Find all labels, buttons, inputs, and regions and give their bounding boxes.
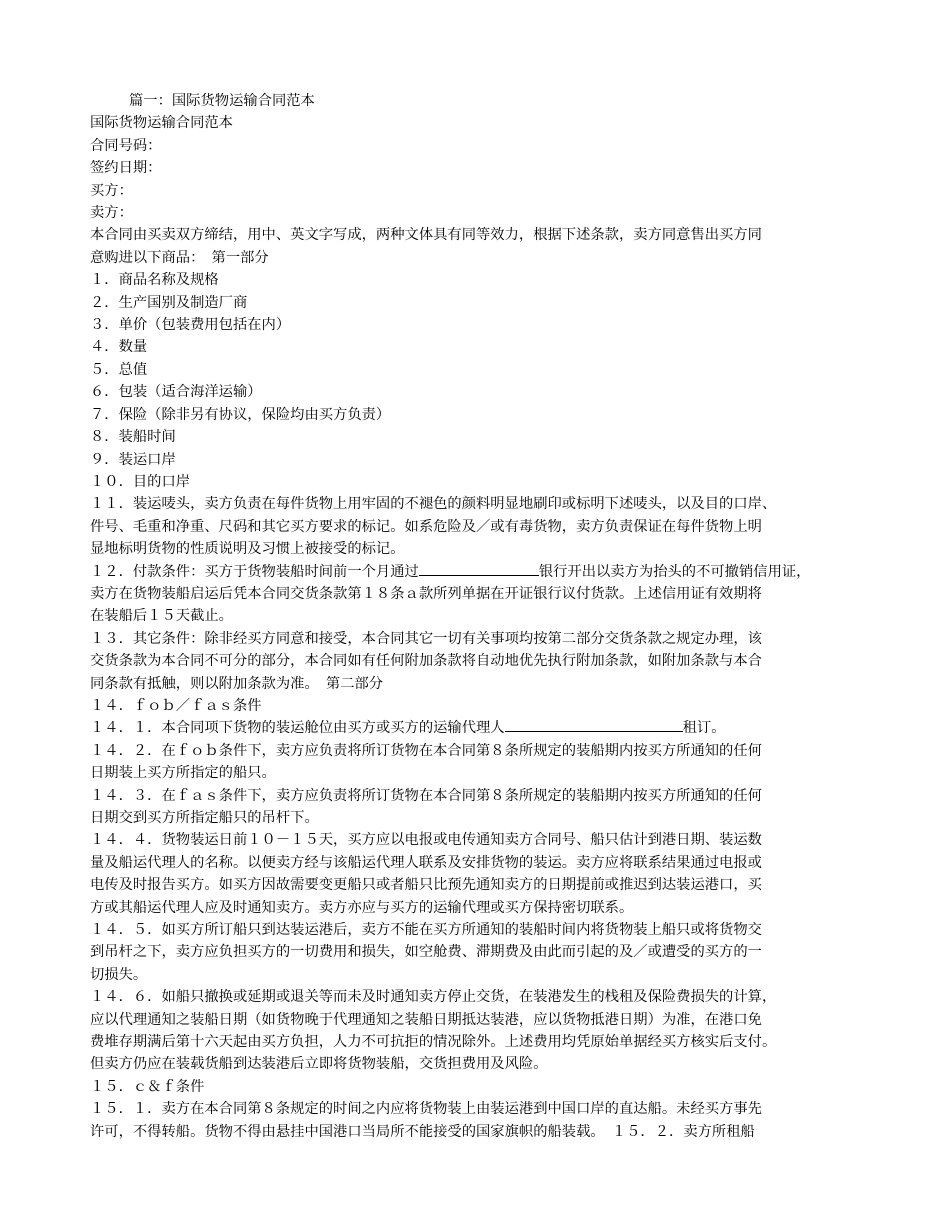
body-line: １４．２．在ｆｏｂ条件下，卖方应负责将所订货物在本合同第８条所规定的装船期内按买方所通知的任何 (90, 742, 762, 759)
clause-11-line: 显地标明货物的性质说明及习惯上被接受的标记。 (90, 541, 405, 558)
clause-item: ７．保险（除非另有协议，保险均由买方负责） (90, 406, 391, 423)
bank-name-blank (419, 561, 539, 576)
body-line: １５．１．卖方在本合同第８条规定的时间之内应将货物装上由装运港到中国口岸的直达船。未经买方事先 (90, 1101, 762, 1118)
document-title: 国际货物运输合同范本 (90, 115, 233, 132)
clause-item: １０．目的口岸 (90, 473, 191, 490)
body-line: １４．３．在ｆａｓ条件下，卖方应负责将所订货物在本合同第８条所规定的装船期内按买方所通知的任何 (90, 787, 762, 804)
clause-15-title: １５．ｃ＆ｆ条件 (90, 1078, 205, 1095)
clause-item: ５．总值 (90, 361, 148, 378)
agent-name-blank (505, 717, 683, 732)
clause-14-1-text-after-blank: 租订。 (682, 720, 726, 737)
clause-11-line: 件号、毛重和净重、尺码和其它买方要求的标记。如系危险及／或有毒货物，卖方负责保证在每件货物上明 (90, 518, 762, 535)
clause-item: ６．包装（适合海洋运输） (90, 384, 262, 401)
clause-12-text-after-blank: 银行开出以卖方为抬头的不可撤销信用证， (538, 563, 811, 580)
clause-item: ２．生产国别及制造厂商 (90, 294, 248, 311)
section-heading: 篇一：国际货物运输合同范本 (129, 93, 315, 109)
body-line: 日期交到买方所指定船只的吊杆下。 (90, 810, 319, 826)
body-line: 但卖方仍应在装载货船到达装港后立即将货物装船，交货担费用及风险。 (90, 1056, 548, 1073)
body-line: 应以代理通知之装船日期（如货物晚于代理通知之装船日期抵达装港，应以货物抵港日期）为准，在港口免 (90, 1011, 762, 1028)
clause-12-line: 在装船后１５天截止。 (90, 608, 233, 625)
body-line: 费堆存期满后第十六天起由买方负担，人力不可抗拒的情况除外。上述费用均凭原始单据经买方核实后支付。 (90, 1034, 777, 1051)
clause-item: ３．单价（包装费用包括在内） (90, 317, 291, 334)
body-line: 电传及时报告买方。如买方因故需要变更船只或者船只比预先通知卖方的日期提前或推迟到达装运港口，买 (90, 877, 762, 894)
clause-12-text-before-blank: １２．付款条件：买方于货物装船时间前一个月通过 (90, 563, 419, 580)
contract-number-field: 合同号码： (90, 137, 162, 154)
body-line: １４．４．货物装运日前１０－１５天，买方应以电报或电传通知卖方合同号、船只估计到港日期、装运数 (90, 832, 762, 849)
clause-12-line (90, 561, 856, 583)
clause-item: ４．数量 (90, 339, 148, 356)
clause-13-line: 同条款有抵触，则以附加条款为准。 第二部分 (90, 675, 384, 692)
body-line: 到吊杆之下，卖方应负担买方的一切费用和损失，如空舱费、滞期费及由此而引起的及／或遭受的买方的一 (90, 944, 762, 961)
body-line: 量及船运代理人的名称。以便卖方经与该船运代理人联系及安排货物的装运。卖方应将联系结果通过电报或 (90, 854, 762, 871)
body-line: 日期装上买方所指定的船只。 (90, 765, 276, 782)
clause-item: ９．装运口岸 (90, 451, 176, 468)
clause-item: ８．装船时间 (90, 429, 176, 446)
clause-item: １．商品名称及规格 (90, 272, 219, 289)
clause-14-1-line (90, 717, 856, 739)
clause-14-1-text-before-blank: １４．１．本合同项下货物的装运舱位由买方或买方的运输代理人 (90, 720, 505, 737)
clause-11-line: １１．装运唛头，卖方负责在每件货物上用牢固的不褪色的颜料明显地刷印或标明下述唛头，以及目的口岸、 (90, 496, 777, 513)
body-line: 切损失。 (90, 966, 148, 983)
clause-14-title: １４．ｆｏｂ／ｆａｓ条件 (90, 697, 262, 714)
buyer-field: 买方： (90, 182, 133, 199)
body-line: １４．５．如买方所订船只到达装运港后，卖方不能在买方所通知的装船时间内将货物装上船只或将货物交 (90, 922, 762, 939)
body-line: １４．６．如船只撤换或延期或退关等而未及时通知卖方停止交货，在装港发生的栈租及保险费损失的计算， (90, 989, 777, 1006)
body-line: 许可，不得转船。货物不得由悬挂中国港口当局所不能接受的国家旗帜的船装载。 １５．２．卖方所租船 (90, 1123, 755, 1140)
intro-paragraph-line: 本合同由买卖双方缔结，用中、英文字写成，两种文体具有同等效力，根据下述条款，卖方同意售出买方同 (90, 227, 762, 244)
seller-field: 卖方： (90, 205, 133, 222)
clause-12-line: 卖方在货物装船启运后凭本合同交货条款第１８条ａ款所列单据在开证银行议付货款。上述信用证有效期将 (90, 585, 762, 602)
body-line: 方或其船运代理人应及时通知卖方。卖方亦应与买方的运输代理或买方保持密切联系。 (90, 899, 634, 916)
clause-13-line: 交货条款为本合同不可分的部分，本合同如有任何附加条款将自动地优先执行附加条款，如附加条款与本合 (90, 653, 762, 670)
signing-date-field: 签约日期： (90, 160, 162, 177)
intro-paragraph-line: 意购进以下商品： 第一部分 (90, 249, 269, 266)
clause-13-line: １３．其它条件：除非经买方同意和接受，本合同其它一切有关事项均按第二部分交货条款之规定办理，该 (90, 630, 762, 647)
